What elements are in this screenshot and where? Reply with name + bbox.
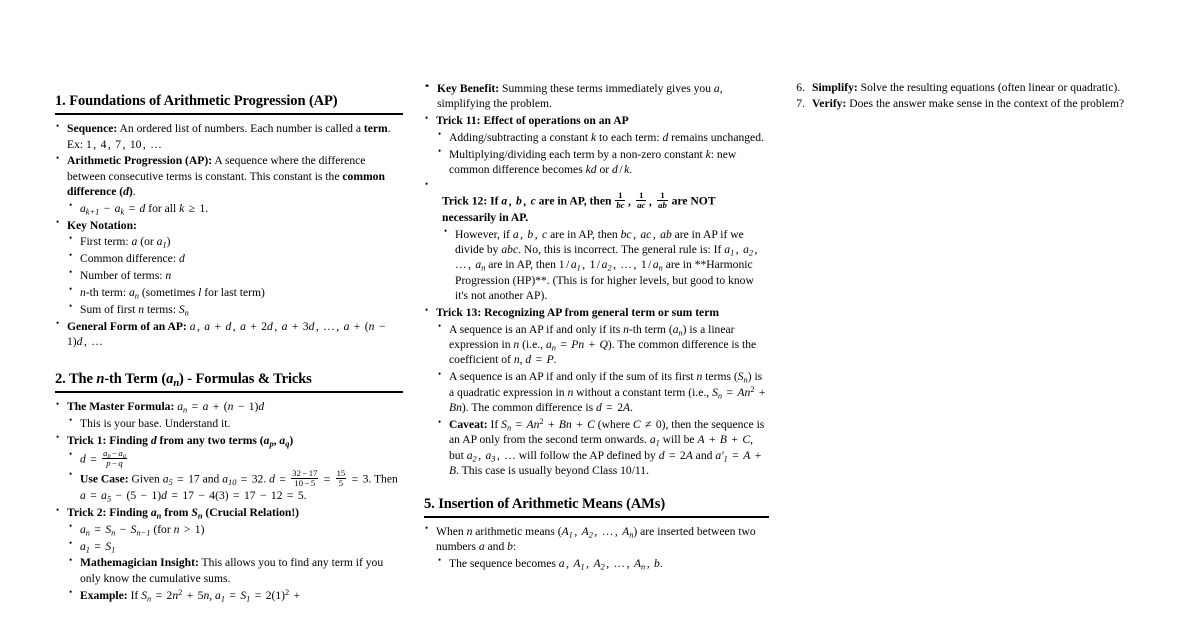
master-formula-note-list (67, 416, 403, 431)
column-2 (424, 0, 769, 626)
list-item: • Adding/subtracting a constant k to each term: d remains unchanged. (436, 130, 769, 145)
section-heading-arithmetic-means: 5. Insertion of Arithmetic Means (AMs) (424, 495, 769, 518)
section-heading-nth-term: 2. The n-th Term $(a_n)$ - Formulas & Tricks (55, 370, 403, 393)
list-item: • $a_1 = S_1$ (67, 539, 403, 554)
list-item: • Caveat: If $S_n = An^2 + Bn + C$ (where C ≠ 0), then the sequence is an AP only from the second term onwards. $a_1$ will be A + B + C, but $a_2$ , $a_3$ , … will follow the AP defined by d = 2A and $a'_1 = A + B$. This case is usually beyond Class 10/11. (436, 417, 769, 479)
trick12-sublist (442, 227, 769, 304)
list-item: • A sequence is an AP if and only if the sum of its first n terms $(S_n)$ is a quadratic expression in n without a constant term (i.e., $S_n = An^2 + Bn$). The common difference is d = 2A. (436, 369, 769, 415)
list-item (55, 505, 403, 603)
trick12-heading: • Trick 12: If a , b , c are in AP, then $\frac{1}{bc}$ , $\frac{1}{ac}$ , $\frac{1}{ab}$ are NOT necessarily in AP. (442, 190, 716, 225)
column-1 (55, 0, 403, 626)
list-item: • When n arithmetic means ($A_1$ , $A_2$ , … , $A_n$) are inserted between two numbers a and b: • The sequence becomes a , $A_1$ , $A_2$ , … , $A_n$ , b. (424, 524, 769, 571)
list-item: • This is your base. Understand it. (67, 416, 403, 431)
key-notation-label: Key Notation: (67, 218, 137, 232)
list-item: • n-th term: $a_n$ (sometimes l for last term) (67, 285, 403, 300)
list-item: • • Key Benefit: Summing these terms immediately gives you a, simplifying the problem. (424, 81, 769, 112)
tricks-list (424, 81, 769, 479)
am-sublist (436, 556, 769, 571)
arithmetic-means-list (424, 524, 769, 571)
key-benefit-sublist (424, 81, 769, 112)
list-item (55, 433, 403, 504)
step-6-label: Simplify: (812, 81, 858, 94)
list-item: • Common difference: d (67, 251, 403, 266)
list-item: • Mathemagician Insight: This allows you to find any term if you only know the cumulative sums. (67, 555, 403, 586)
list-item: • The Master Formula: $a_n = a + (n - 1)d$ • This is your base. Understand it. (55, 399, 403, 431)
trick11-label: Trick 11: Effect of operations on an AP (436, 114, 629, 128)
list-item: • $a_n = S_n - S_{n-1}$ (for n > 1) (67, 522, 403, 537)
example-label: Example: (80, 588, 128, 602)
list-item: • A sequence is an AP if and only if its n-th term $(a_n)$ is a linear expression in n (i.e., $a_n = Pn + Q$). The common difference is the coefficient of n, d = P. (436, 322, 769, 368)
problem-solving-steps (790, 80, 1140, 111)
key-notation-sublist (67, 234, 403, 317)
list-item (55, 218, 403, 317)
list-item: • Sum of first n terms: $S_n$ (67, 302, 403, 317)
trick1-sublist (67, 449, 403, 504)
list-item-trick12 (424, 179, 769, 303)
nth-term-list (55, 399, 403, 603)
list-item: • Use Case: Given $a_5 = 17$ and $a_{10} = 32$. d = $\frac{32 - 17}{10 - 5}$ = $\frac{15}{5}$ = 3. Then $a = a_5 - (5 - 1)d = 17 - 4(3) = 17 - 12 = 5$. (67, 469, 403, 503)
ap-sublist (67, 201, 403, 216)
foundations-list (55, 121, 403, 349)
trick2-label: Trick 2: Finding $a_n$ from $S_n$ (Crucial Relation!) (67, 506, 300, 521)
key-benefit-label: Key Benefit: (437, 82, 500, 95)
step-6-text: Solve the resulting equations (often linear or quadratic). (857, 81, 1121, 94)
section-heading-foundations: 1. Foundations of Arithmetic Progression (AP) (55, 92, 403, 115)
trick13-sublist (436, 322, 769, 479)
list-item: • Example: If $S_n = 2n^2 + 5n$, $a_1 = S_1 = 2(1)^2$ + (67, 588, 403, 603)
list-item: • Number of terms: n (67, 268, 403, 283)
caveat-label: Caveat: (449, 418, 488, 432)
insight-label: Mathemagician Insight: (80, 556, 199, 570)
list-item: • Sequence: An ordered list of numbers. Each number is called a term. Ex: 1 , 4 , 7 , 10 , … (55, 121, 403, 152)
term-bold: term (363, 122, 388, 136)
usecase-label: Use Case: (80, 473, 129, 487)
list-item-step-7 (790, 96, 1140, 111)
list-item: • The sequence becomes a , $A_1$ , $A_2$ , … , $A_n$ , b. (436, 556, 769, 571)
list-item (424, 81, 769, 112)
ap-label: Arithmetic Progression (AP): (67, 154, 213, 168)
list-item: • Arithmetic Progression (AP): A sequence where the difference between consecutive terms is constant. This constant is the common difference (d). • $a_{k+1} - a_k = d$ for all k ≥ 1. (55, 153, 403, 216)
step-7-text: Does the answer make sense in the context of the problem? (846, 97, 1125, 111)
list-item: • d = $\frac{a_p - a_q}{p - q}$ (67, 449, 403, 468)
list-item (424, 305, 769, 478)
step-7-label: Verify: (812, 97, 847, 111)
sequence-label: Sequence: (67, 122, 118, 136)
list-item: • Multiplying/dividing each term by a non-zero constant k: new common difference becomes kd or d / k. (436, 147, 769, 178)
list-item: • However, if a , b , c are in AP, then bc , ac , ab are in AP if we divide by abc. No, this is incorrect. The general rule is: If $a_1$ , $a_2$ , … , $a_n$ are in AP, then $1 / a_1$ , $1 / a_2$ , … , $1 / a_n$ are in **Harmonic Progression (HP)**. (This is for higher levels, but good to know it's not another AP). (442, 227, 769, 304)
list-item-step-6 (790, 80, 1140, 95)
common-difference-bold: common difference (d) (67, 169, 385, 199)
trick13-label: Trick 13: Recognizing AP from general term or sum term (436, 306, 720, 320)
column-3 (790, 0, 1140, 626)
list-item: • First term: a (or $a_1$) (67, 234, 403, 249)
list-item (424, 113, 769, 177)
list-item: • General Form of an AP: a , a + d , a + 2d , a + 3d , … , a + (n − 1)d , … (55, 319, 403, 350)
trick1-label: Trick 1: Finding d from any two terms ($a_p$, $a_q$) (67, 433, 294, 449)
list-item: • $a_{k+1} - a_k = d$ for all k ≥ 1. (67, 201, 403, 216)
trick2-sublist (67, 522, 403, 604)
master-formula-label: The Master Formula: (67, 400, 175, 414)
trick11-sublist (436, 130, 769, 178)
general-form-label: General Form of an AP: (67, 319, 187, 333)
